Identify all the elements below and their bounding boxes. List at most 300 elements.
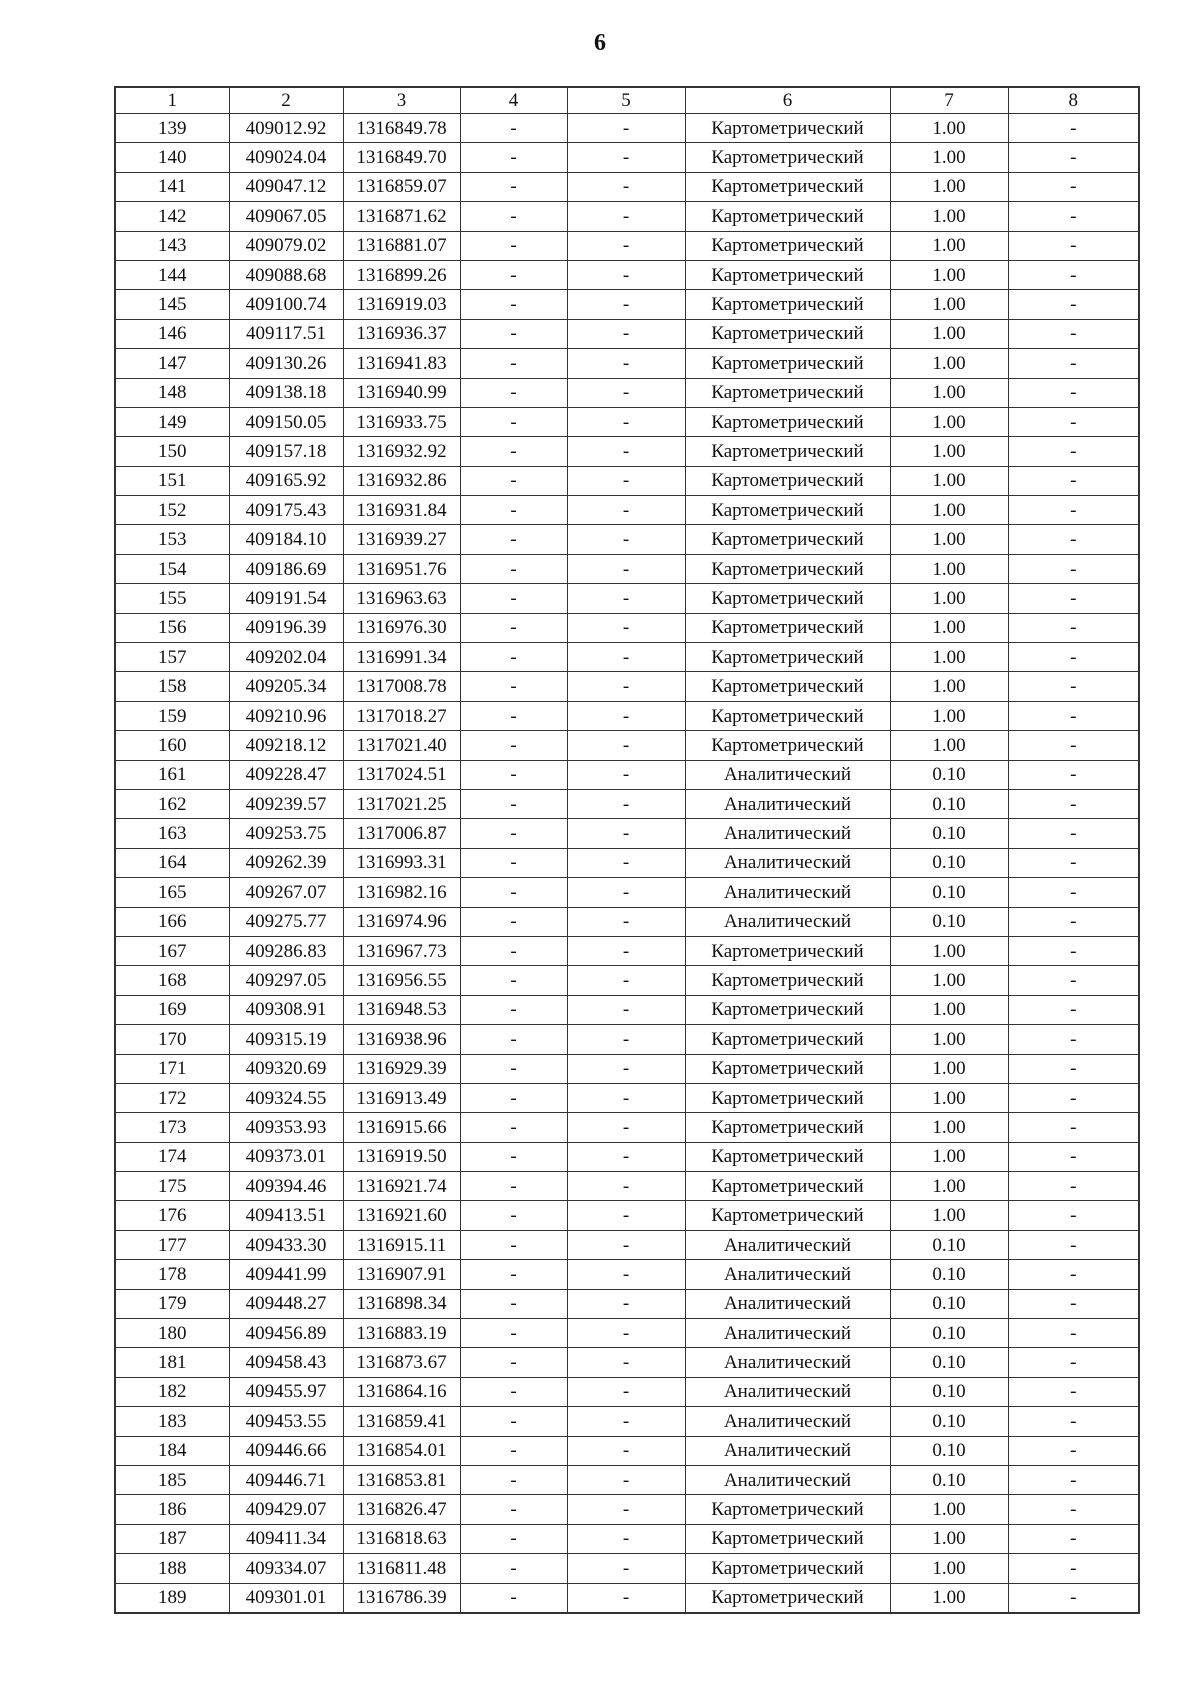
col-4-value: - <box>460 1495 567 1524</box>
y-coordinate: 1316826.47 <box>343 1495 460 1524</box>
col-8-value: - <box>1008 407 1139 436</box>
col-8-value: - <box>1008 172 1139 201</box>
table-row <box>115 349 1139 378</box>
col-5-value: - <box>567 848 685 877</box>
table-row <box>115 290 1139 319</box>
x-coordinate: 409202.04 <box>229 643 343 672</box>
table-row <box>115 1495 1139 1524</box>
accuracy: 1.00 <box>890 1083 1008 1112</box>
x-coordinate: 409429.07 <box>229 1495 343 1524</box>
y-coordinate: 1316951.76 <box>343 554 460 583</box>
table-row <box>115 260 1139 289</box>
table-row <box>115 907 1139 936</box>
col-8-value: - <box>1008 1554 1139 1583</box>
col-4-value: - <box>460 995 567 1024</box>
method: Аналитический <box>685 1230 890 1259</box>
method: Картометрический <box>685 231 890 260</box>
accuracy: 0.10 <box>890 760 1008 789</box>
method: Картометрический <box>685 114 890 143</box>
accuracy: 1.00 <box>890 496 1008 525</box>
col-5-value: - <box>567 760 685 789</box>
method: Картометрический <box>685 731 890 760</box>
method: Аналитический <box>685 1465 890 1494</box>
col-5-value: - <box>567 1465 685 1494</box>
table-row <box>115 1377 1139 1406</box>
col-8-value: - <box>1008 1142 1139 1171</box>
col-4-value: - <box>460 1436 567 1465</box>
point-number: 162 <box>115 789 229 818</box>
column-header-6: 6 <box>685 87 890 114</box>
point-number: 154 <box>115 554 229 583</box>
method: Картометрический <box>685 290 890 319</box>
col-8-value: - <box>1008 437 1139 466</box>
x-coordinate: 409456.89 <box>229 1319 343 1348</box>
method: Аналитический <box>685 878 890 907</box>
col-5-value: - <box>567 819 685 848</box>
x-coordinate: 409394.46 <box>229 1172 343 1201</box>
y-coordinate: 1316853.81 <box>343 1465 460 1494</box>
col-8-value: - <box>1008 672 1139 701</box>
col-5-value: - <box>567 525 685 554</box>
y-coordinate: 1316982.16 <box>343 878 460 907</box>
col-4-value: - <box>460 819 567 848</box>
col-8-value: - <box>1008 995 1139 1024</box>
accuracy: 1.00 <box>890 231 1008 260</box>
method: Картометрический <box>685 525 890 554</box>
point-number: 150 <box>115 437 229 466</box>
table-row <box>115 202 1139 231</box>
point-number: 172 <box>115 1083 229 1112</box>
col-4-value: - <box>460 584 567 613</box>
table-row <box>115 878 1139 907</box>
point-number: 155 <box>115 584 229 613</box>
col-8-value: - <box>1008 260 1139 289</box>
table-row <box>115 731 1139 760</box>
col-5-value: - <box>567 1377 685 1406</box>
accuracy: 0.10 <box>890 878 1008 907</box>
x-coordinate: 409175.43 <box>229 496 343 525</box>
table-row <box>115 319 1139 348</box>
table-row <box>115 1319 1139 1348</box>
x-coordinate: 409308.91 <box>229 995 343 1024</box>
col-4-value: - <box>460 1407 567 1436</box>
table-row <box>115 966 1139 995</box>
method: Аналитический <box>685 760 890 789</box>
method: Картометрический <box>685 260 890 289</box>
col-4-value: - <box>460 1201 567 1230</box>
x-coordinate: 409138.18 <box>229 378 343 407</box>
table-row <box>115 1054 1139 1083</box>
y-coordinate: 1316963.63 <box>343 584 460 613</box>
y-coordinate: 1316933.75 <box>343 407 460 436</box>
accuracy: 1.00 <box>890 349 1008 378</box>
y-coordinate: 1316849.70 <box>343 143 460 172</box>
col-8-value: - <box>1008 613 1139 642</box>
accuracy: 0.10 <box>890 1260 1008 1289</box>
x-coordinate: 409205.34 <box>229 672 343 701</box>
col-8-value: - <box>1008 1201 1139 1230</box>
accuracy: 0.10 <box>890 1289 1008 1318</box>
table-row <box>115 1348 1139 1377</box>
method: Картометрический <box>685 1172 890 1201</box>
table-row <box>115 525 1139 554</box>
point-number: 171 <box>115 1054 229 1083</box>
y-coordinate: 1316864.16 <box>343 1377 460 1406</box>
col-4-value: - <box>460 760 567 789</box>
table-row <box>115 701 1139 730</box>
col-5-value: - <box>567 1495 685 1524</box>
x-coordinate: 409262.39 <box>229 848 343 877</box>
x-coordinate: 409458.43 <box>229 1348 343 1377</box>
col-4-value: - <box>460 1142 567 1171</box>
x-coordinate: 409353.93 <box>229 1113 343 1142</box>
table-row <box>115 1083 1139 1112</box>
col-8-value: - <box>1008 1054 1139 1083</box>
point-number: 173 <box>115 1113 229 1142</box>
col-8-value: - <box>1008 378 1139 407</box>
col-8-value: - <box>1008 1348 1139 1377</box>
y-coordinate: 1316976.30 <box>343 613 460 642</box>
point-number: 181 <box>115 1348 229 1377</box>
table-row <box>115 1113 1139 1142</box>
method: Картометрический <box>685 1054 890 1083</box>
y-coordinate: 1316859.07 <box>343 172 460 201</box>
col-8-value: - <box>1008 760 1139 789</box>
method: Картометрический <box>685 437 890 466</box>
col-5-value: - <box>567 731 685 760</box>
x-coordinate: 409297.05 <box>229 966 343 995</box>
x-coordinate: 409433.30 <box>229 1230 343 1259</box>
col-8-value: - <box>1008 789 1139 818</box>
method: Картометрический <box>685 1142 890 1171</box>
col-4-value: - <box>460 643 567 672</box>
y-coordinate: 1316899.26 <box>343 260 460 289</box>
col-5-value: - <box>567 1083 685 1112</box>
y-coordinate: 1316932.92 <box>343 437 460 466</box>
method: Аналитический <box>685 1436 890 1465</box>
x-coordinate: 409324.55 <box>229 1083 343 1112</box>
col-4-value: - <box>460 1083 567 1112</box>
col-5-value: - <box>567 936 685 965</box>
table-row <box>115 1260 1139 1289</box>
x-coordinate: 409441.99 <box>229 1260 343 1289</box>
accuracy: 1.00 <box>890 731 1008 760</box>
col-5-value: - <box>567 966 685 995</box>
col-8-value: - <box>1008 114 1139 143</box>
col-4-value: - <box>460 260 567 289</box>
point-number: 165 <box>115 878 229 907</box>
col-4-value: - <box>460 848 567 877</box>
col-4-value: - <box>460 172 567 201</box>
col-8-value: - <box>1008 1260 1139 1289</box>
col-4-value: - <box>460 1348 567 1377</box>
col-8-value: - <box>1008 1113 1139 1142</box>
col-5-value: - <box>567 349 685 378</box>
col-8-value: - <box>1008 819 1139 848</box>
method: Картометрический <box>685 554 890 583</box>
col-4-value: - <box>460 202 567 231</box>
y-coordinate: 1316913.49 <box>343 1083 460 1112</box>
method: Картометрический <box>685 701 890 730</box>
point-number: 176 <box>115 1201 229 1230</box>
col-4-value: - <box>460 1172 567 1201</box>
method: Картометрический <box>685 407 890 436</box>
method: Картометрический <box>685 496 890 525</box>
point-number: 142 <box>115 202 229 231</box>
col-8-value: - <box>1008 907 1139 936</box>
x-coordinate: 409012.92 <box>229 114 343 143</box>
method: Картометрический <box>685 466 890 495</box>
x-coordinate: 409130.26 <box>229 349 343 378</box>
accuracy: 1.00 <box>890 1142 1008 1171</box>
x-coordinate: 409165.92 <box>229 466 343 495</box>
table-row <box>115 1289 1139 1318</box>
col-5-value: - <box>567 1524 685 1553</box>
col-4-value: - <box>460 613 567 642</box>
method: Картометрический <box>685 378 890 407</box>
col-4-value: - <box>460 701 567 730</box>
x-coordinate: 409024.04 <box>229 143 343 172</box>
method: Аналитический <box>685 907 890 936</box>
col-5-value: - <box>567 1201 685 1230</box>
accuracy: 1.00 <box>890 1113 1008 1142</box>
col-8-value: - <box>1008 966 1139 995</box>
point-number: 183 <box>115 1407 229 1436</box>
col-5-value: - <box>567 1319 685 1348</box>
x-coordinate: 409079.02 <box>229 231 343 260</box>
table-row <box>115 1465 1139 1494</box>
point-number: 145 <box>115 290 229 319</box>
col-4-value: - <box>460 936 567 965</box>
point-number: 157 <box>115 643 229 672</box>
table-row <box>115 1436 1139 1465</box>
accuracy: 1.00 <box>890 936 1008 965</box>
col-8-value: - <box>1008 878 1139 907</box>
col-5-value: - <box>567 202 685 231</box>
y-coordinate: 1316956.55 <box>343 966 460 995</box>
col-5-value: - <box>567 1142 685 1171</box>
table-row <box>115 643 1139 672</box>
y-coordinate: 1316993.31 <box>343 848 460 877</box>
method: Картометрический <box>685 172 890 201</box>
y-coordinate: 1316915.66 <box>343 1113 460 1142</box>
point-number: 175 <box>115 1172 229 1201</box>
table-row <box>115 584 1139 613</box>
col-5-value: - <box>567 1348 685 1377</box>
accuracy: 1.00 <box>890 290 1008 319</box>
y-coordinate: 1316859.41 <box>343 1407 460 1436</box>
col-4-value: - <box>460 143 567 172</box>
col-4-value: - <box>460 1465 567 1494</box>
y-coordinate: 1316849.78 <box>343 114 460 143</box>
method: Аналитический <box>685 1319 890 1348</box>
col-4-value: - <box>460 378 567 407</box>
point-number: 178 <box>115 1260 229 1289</box>
x-coordinate: 409239.57 <box>229 789 343 818</box>
method: Картометрический <box>685 643 890 672</box>
accuracy: 1.00 <box>890 319 1008 348</box>
accuracy: 0.10 <box>890 1377 1008 1406</box>
table-row <box>115 466 1139 495</box>
point-number: 151 <box>115 466 229 495</box>
point-number: 186 <box>115 1495 229 1524</box>
col-4-value: - <box>460 1025 567 1054</box>
col-5-value: - <box>567 260 685 289</box>
x-coordinate: 409413.51 <box>229 1201 343 1230</box>
table-row <box>115 848 1139 877</box>
col-8-value: - <box>1008 848 1139 877</box>
y-coordinate: 1316881.07 <box>343 231 460 260</box>
y-coordinate: 1316811.48 <box>343 1554 460 1583</box>
col-5-value: - <box>567 789 685 818</box>
point-number: 188 <box>115 1554 229 1583</box>
table-row <box>115 407 1139 436</box>
col-4-value: - <box>460 466 567 495</box>
y-coordinate: 1316991.34 <box>343 643 460 672</box>
method: Картометрический <box>685 1554 890 1583</box>
column-header-3: 3 <box>343 87 460 114</box>
method: Картометрический <box>685 613 890 642</box>
x-coordinate: 409067.05 <box>229 202 343 231</box>
point-number: 164 <box>115 848 229 877</box>
table-row <box>115 172 1139 201</box>
col-5-value: - <box>567 878 685 907</box>
y-coordinate: 1316873.67 <box>343 1348 460 1377</box>
accuracy: 1.00 <box>890 995 1008 1024</box>
point-number: 189 <box>115 1583 229 1613</box>
method: Аналитический <box>685 1348 890 1377</box>
x-coordinate: 409275.77 <box>229 907 343 936</box>
x-coordinate: 409100.74 <box>229 290 343 319</box>
page-number: 6 <box>594 30 606 56</box>
table-row <box>115 114 1139 143</box>
accuracy: 1.00 <box>890 584 1008 613</box>
method: Аналитический <box>685 848 890 877</box>
col-4-value: - <box>460 114 567 143</box>
column-header-7: 7 <box>890 87 1008 114</box>
col-5-value: - <box>567 114 685 143</box>
y-coordinate: 1316941.83 <box>343 349 460 378</box>
method: Картометрический <box>685 1113 890 1142</box>
col-4-value: - <box>460 554 567 583</box>
col-5-value: - <box>567 701 685 730</box>
y-coordinate: 1316932.86 <box>343 466 460 495</box>
col-4-value: - <box>460 290 567 319</box>
col-5-value: - <box>567 554 685 583</box>
method: Картометрический <box>685 1025 890 1054</box>
x-coordinate: 409373.01 <box>229 1142 343 1171</box>
col-5-value: - <box>567 466 685 495</box>
accuracy: 1.00 <box>890 437 1008 466</box>
method: Картометрический <box>685 143 890 172</box>
table-row <box>115 1583 1139 1613</box>
col-5-value: - <box>567 231 685 260</box>
point-number: 160 <box>115 731 229 760</box>
table-row <box>115 672 1139 701</box>
x-coordinate: 409088.68 <box>229 260 343 289</box>
col-4-value: - <box>460 407 567 436</box>
y-coordinate: 1316939.27 <box>343 525 460 554</box>
point-number: 174 <box>115 1142 229 1171</box>
col-4-value: - <box>460 1260 567 1289</box>
y-coordinate: 1316915.11 <box>343 1230 460 1259</box>
col-5-value: - <box>567 1407 685 1436</box>
col-8-value: - <box>1008 1436 1139 1465</box>
table-row <box>115 936 1139 965</box>
accuracy: 0.10 <box>890 848 1008 877</box>
col-4-value: - <box>460 878 567 907</box>
col-5-value: - <box>567 319 685 348</box>
accuracy: 1.00 <box>890 525 1008 554</box>
x-coordinate: 409253.75 <box>229 819 343 848</box>
accuracy: 1.00 <box>890 1524 1008 1553</box>
y-coordinate: 1316898.34 <box>343 1289 460 1318</box>
col-5-value: - <box>567 1260 685 1289</box>
col-5-value: - <box>567 1554 685 1583</box>
point-number: 185 <box>115 1465 229 1494</box>
accuracy: 0.10 <box>890 1436 1008 1465</box>
table-row <box>115 1524 1139 1553</box>
accuracy: 1.00 <box>890 613 1008 642</box>
accuracy: 1.00 <box>890 1172 1008 1201</box>
y-coordinate: 1316948.53 <box>343 995 460 1024</box>
col-8-value: - <box>1008 143 1139 172</box>
point-number: 141 <box>115 172 229 201</box>
x-coordinate: 409411.34 <box>229 1524 343 1553</box>
y-coordinate: 1317006.87 <box>343 819 460 848</box>
y-coordinate: 1316931.84 <box>343 496 460 525</box>
col-8-value: - <box>1008 731 1139 760</box>
col-8-value: - <box>1008 1172 1139 1201</box>
col-8-value: - <box>1008 584 1139 613</box>
col-5-value: - <box>567 672 685 701</box>
col-4-value: - <box>460 1054 567 1083</box>
method: Картометрический <box>685 1524 890 1553</box>
col-5-value: - <box>567 407 685 436</box>
col-5-value: - <box>567 1436 685 1465</box>
x-coordinate: 409228.47 <box>229 760 343 789</box>
col-5-value: - <box>567 143 685 172</box>
col-5-value: - <box>567 496 685 525</box>
col-4-value: - <box>460 437 567 466</box>
column-header-2: 2 <box>229 87 343 114</box>
method: Картометрический <box>685 936 890 965</box>
point-number: 156 <box>115 613 229 642</box>
x-coordinate: 409186.69 <box>229 554 343 583</box>
col-8-value: - <box>1008 701 1139 730</box>
col-5-value: - <box>567 613 685 642</box>
y-coordinate: 1316919.03 <box>343 290 460 319</box>
y-coordinate: 1316854.01 <box>343 1436 460 1465</box>
column-header-5: 5 <box>567 87 685 114</box>
col-4-value: - <box>460 1230 567 1259</box>
x-coordinate: 409448.27 <box>229 1289 343 1318</box>
table-row <box>115 496 1139 525</box>
column-header-4: 4 <box>460 87 567 114</box>
table-row <box>115 760 1139 789</box>
col-8-value: - <box>1008 525 1139 554</box>
table-row <box>115 1172 1139 1201</box>
accuracy: 1.00 <box>890 407 1008 436</box>
point-number: 153 <box>115 525 229 554</box>
accuracy: 1.00 <box>890 143 1008 172</box>
accuracy: 1.00 <box>890 172 1008 201</box>
table-row <box>115 1025 1139 1054</box>
table-row <box>115 613 1139 642</box>
accuracy: 1.00 <box>890 466 1008 495</box>
col-4-value: - <box>460 525 567 554</box>
y-coordinate: 1316940.99 <box>343 378 460 407</box>
